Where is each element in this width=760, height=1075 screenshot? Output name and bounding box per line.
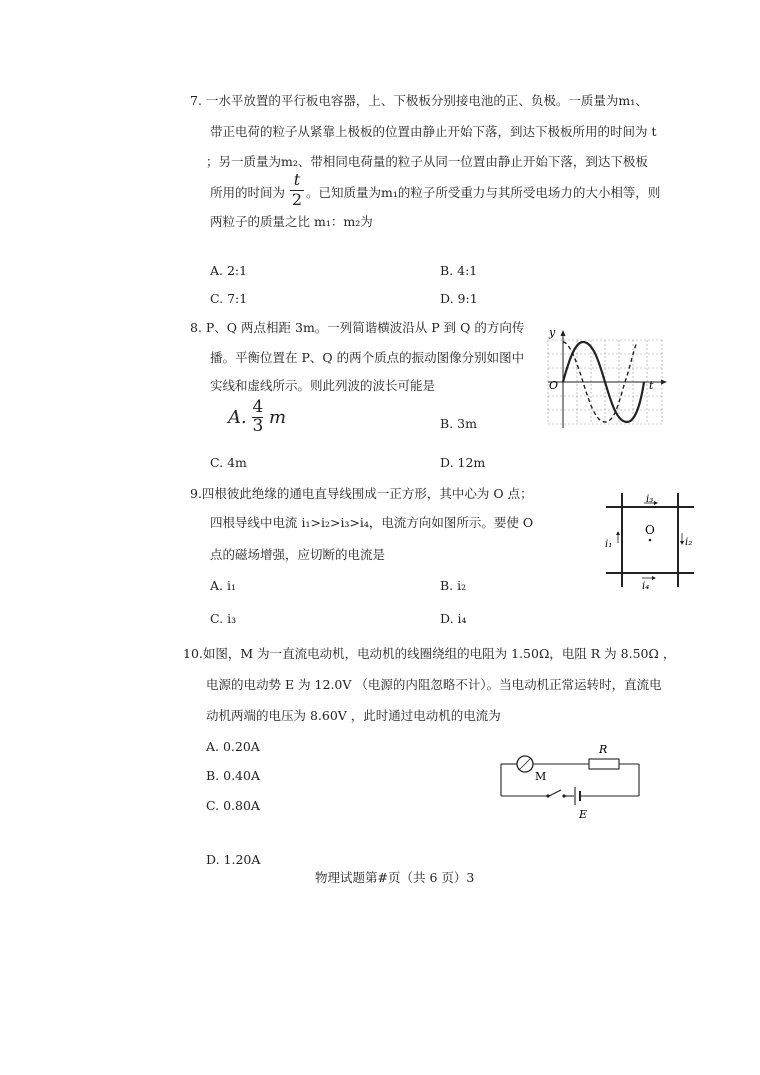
q8-option-a-unit: m — [269, 406, 287, 428]
switch-contact-right — [562, 794, 565, 797]
page-footer: 物理试题第#页（共 6 页）3 — [315, 870, 475, 885]
graph-y-arrow — [561, 330, 566, 336]
q7-line-4: 所用的时间为 — [210, 185, 286, 200]
graph-x-arrow — [661, 380, 667, 385]
center-point-label: O — [645, 523, 655, 537]
q8-option-a-prefix: A. — [228, 406, 247, 428]
current-label-right: i₂ — [685, 537, 693, 548]
q8-option-c: C. 4m — [210, 455, 247, 470]
graph-origin-label: O — [549, 379, 559, 392]
q8-option-b: B. 3m — [440, 416, 477, 431]
switch-contact-left — [546, 794, 549, 797]
q9-option-b: B. i₂ — [440, 578, 467, 593]
circuit-diagram — [495, 740, 645, 822]
graph-x-label: t — [649, 379, 654, 392]
q8-option-a-denominator: 3 — [252, 415, 264, 436]
q7-line-4b: 。已知质量为m₁的粒子所受重力与其所受电场力的大小相等，则 — [306, 185, 661, 200]
q7-fraction-denominator: 2 — [291, 190, 303, 209]
q8-option-a-numerator: 4 — [252, 397, 264, 417]
q7-line-3: ；另一质量为m₂、带相同电荷量的粒子从同一位置由静止开始下落，到达下极板 — [206, 154, 648, 169]
q7-line-1: 7. 一水平放置的平行板电容器，上、下极板分别接电池的正、负极。一质量为m₁、 — [190, 93, 648, 108]
q7-line-5: 两粒子的质量之比 m₁：m₂为 — [210, 214, 373, 229]
q8-line-3: 实线和虚线所示。则此列波的波长可能是 — [210, 378, 436, 393]
current-label-top: i₃ — [646, 494, 654, 505]
q7-option-d: D. 9:1 — [440, 291, 478, 306]
arrowhead-top-icon — [654, 501, 658, 505]
motor-label: M — [535, 770, 547, 783]
wire-square-diagram — [602, 487, 698, 591]
current-label-bottom: i₄ — [642, 581, 650, 591]
q8-option-a — [228, 399, 286, 436]
q10-option-a: A. 0.20A — [206, 739, 260, 754]
q7-line-2: 带正电荷的粒子从紧靠上极板的位置由静止开始下落，到达下极板所用的时间为 t — [210, 124, 657, 139]
q10-option-d: D. 1.20A — [206, 852, 261, 867]
battery-label: E — [579, 808, 588, 821]
q9-option-a: A. i₁ — [210, 578, 236, 593]
q10-line-3: 动机两端的电压为 8.60V ，此时通过电动机的电流为 — [206, 708, 501, 723]
resistor-icon — [589, 759, 619, 769]
q7-fraction — [290, 172, 304, 208]
arrowhead-down-icon — [680, 541, 684, 545]
q7-option-b: B. 4:1 — [440, 263, 478, 278]
q8-option-d: D. 12m — [440, 455, 486, 470]
q8-option-a-fraction — [252, 399, 263, 436]
q10-option-c: C. 0.80A — [206, 798, 260, 813]
q9-line-1: 9.四根彼此绝缘的通电直导线围成一正方形，其中心为 O 点； — [190, 486, 533, 501]
arrowhead-up-icon — [616, 531, 620, 535]
q9-line-3: 点的磁场增强，应切断的电流是 — [210, 547, 386, 562]
q8-line-2: 播。平衡位置在 P、Q 的两个质点的振动图像分别如图中 — [210, 350, 525, 365]
current-label-left: i₁ — [605, 539, 613, 550]
arrowhead-right-icon — [652, 576, 656, 580]
center-point-dot — [649, 539, 652, 542]
q10-option-b: B. 0.40A — [206, 768, 260, 783]
q9-line-2: 四根导线中电流 i₁>i₂>i₃>i₄，电流方向如图所示。要使 O — [210, 515, 534, 530]
graph-y-label: y — [549, 326, 556, 339]
q9-option-d: D. i₄ — [440, 611, 467, 626]
q10-line-2: 电源的电动势 E 为 12.0V （电源的内阻忽略不计）。当电动机正常运转时，直流电 — [206, 677, 662, 692]
q7-fraction-numerator: t — [293, 170, 301, 189]
q7-option-c: C. 7:1 — [210, 291, 248, 306]
vibration-graph — [540, 326, 670, 430]
resistor-label: R — [599, 743, 608, 756]
q9-option-c: C. i₃ — [210, 611, 237, 626]
q10-line-1: 10.如图，M 为一直流电动机，电动机的线圈绕组的电阻为 1.50Ω，电阻 R 为 8.50Ω ， — [183, 646, 676, 661]
switch-lever — [549, 790, 561, 796]
q7-option-a: A. 2:1 — [210, 263, 248, 278]
q8-line-1: 8. P、Q 两点相距 3m。一列简谐横波沿从 P 到 Q 的方向传 — [190, 320, 525, 335]
